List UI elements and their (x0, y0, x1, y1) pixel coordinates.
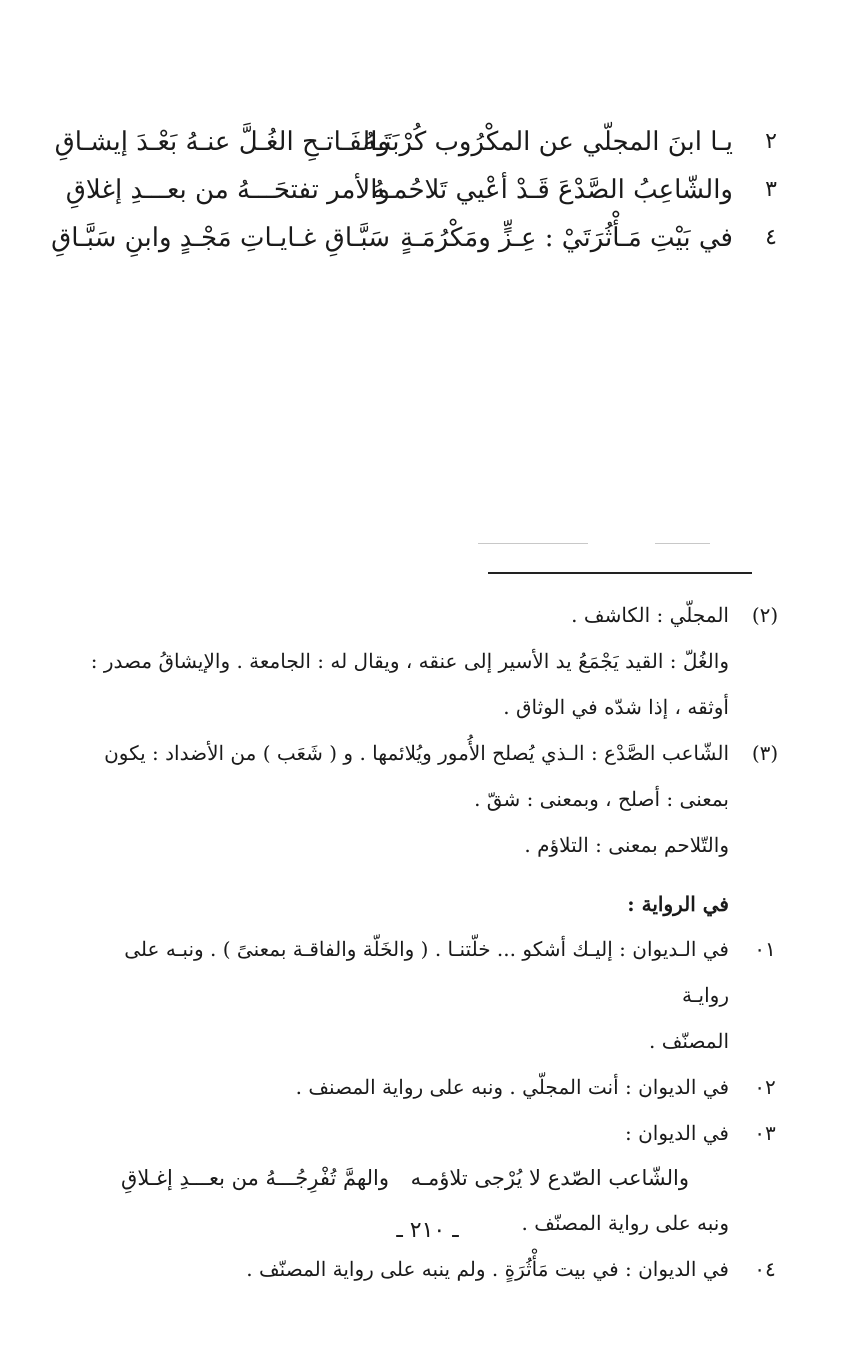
page-number: ـ ٢١٠ ـ (396, 1218, 459, 1243)
footnote-line: والغُلّ : القيد يَجْمَعُ يد الأسير إلى عنقه ، ويقال له : الجامعة . والإيشاقُ مصدر : (90, 649, 729, 673)
variant-note (85, 926, 785, 1064)
verse-second-hemistich: سَبَّـاقِ غـايـاتِ مَجْـدٍ وابنِ سَبَّـاقِ (51, 223, 390, 253)
footnote (85, 592, 785, 730)
variant-marker: ٠١ (754, 937, 776, 961)
footnote-marker: (٢) (751, 603, 779, 627)
footnotes-section (85, 592, 785, 1292)
verse-number: ٣ (765, 177, 777, 202)
footnote-line: أوثقه ، إذا شدّه في الوثاق . (503, 695, 729, 719)
variant-marker: ٠٣ (754, 1121, 776, 1145)
variants-heading: في الرواية : (627, 892, 729, 916)
variant-line: ونبه على رواية المصنّف . (521, 1211, 729, 1235)
variant-line: المصنّف . (648, 1029, 729, 1053)
footnote-line: والتّلاحم بمعنى : التلاؤم . (524, 833, 729, 857)
variant-note (85, 1064, 785, 1110)
verse-line (65, 168, 785, 212)
variant-marker: ٠٢ (754, 1075, 776, 1099)
scan-artifact (655, 543, 710, 544)
variant-note (85, 1246, 785, 1292)
variant-line: في الديوان : في بيت مَأْثُرَةٍ . ولم ينبه على رواية المصنّف . (246, 1257, 729, 1281)
variant-line: في الديوان : أنت المجلّي . ونبه على رواية المصنف . (295, 1075, 729, 1099)
verse-line (54, 120, 785, 164)
footnote-line: بمعنى : أصلح ، وبمعنى : شقّ . (474, 787, 729, 811)
footnote-line: الشّاعب الصَّدْع : الـذي يُصلح الأُمور ويُلائمها . و ( شَعَب ) من الأضداد : يكون (104, 741, 729, 765)
variant-line: في الـديوان : إليـك أشكو ... خلّتنـا . ( والخَلّة والفاقـة بمعنىً ) . ونبـه على روايـة (124, 937, 729, 1007)
variant-line: في الديوان : (625, 1121, 729, 1145)
variant-marker: ٠٤ (754, 1257, 776, 1281)
variant-verse-second-hemistich: والهمَّ تُفْرِجُـــهُ من بعـــدِ إغـلاقِ (121, 1166, 389, 1190)
footnote (85, 730, 785, 868)
verse-first-hemistich: في بَيْتِ مَـأْثُرَتَيْ : عِـزٍّ ومَكْرُمَـةٍ (400, 223, 733, 253)
verse-number: ٤ (765, 225, 777, 250)
footnote-separator (488, 572, 752, 574)
verse-first-hemistich: والشّاعِبُ الصَّدْعَ قَـدْ أعْيي تَلاحُمـهُ (371, 175, 733, 205)
scan-artifact (478, 543, 588, 544)
verse-line (51, 216, 785, 260)
footnote-marker: (٣) (751, 741, 779, 765)
verse-second-hemistich: والفَـاتـحِ الغُـلَّ عنـهُ بَعْـدَ إيشـاقِ (54, 127, 390, 157)
variant-verse (85, 1156, 709, 1200)
verse-first-hemistich: يـا ابنَ المجلّي عن المكْرُوب كُرْبَتَـهُ (362, 127, 733, 157)
verse-number: ٢ (765, 129, 777, 154)
verse-second-hemistich: والأمر تفتحَـــهُ من بعـــدِ إغلاقِ (65, 175, 390, 205)
variant-verse-first-hemistich: والشّاعب الصّدع لا يُرْجى تلاؤمـه (410, 1166, 689, 1190)
footnote-line: المجلّي : الكاشف . (571, 603, 729, 627)
